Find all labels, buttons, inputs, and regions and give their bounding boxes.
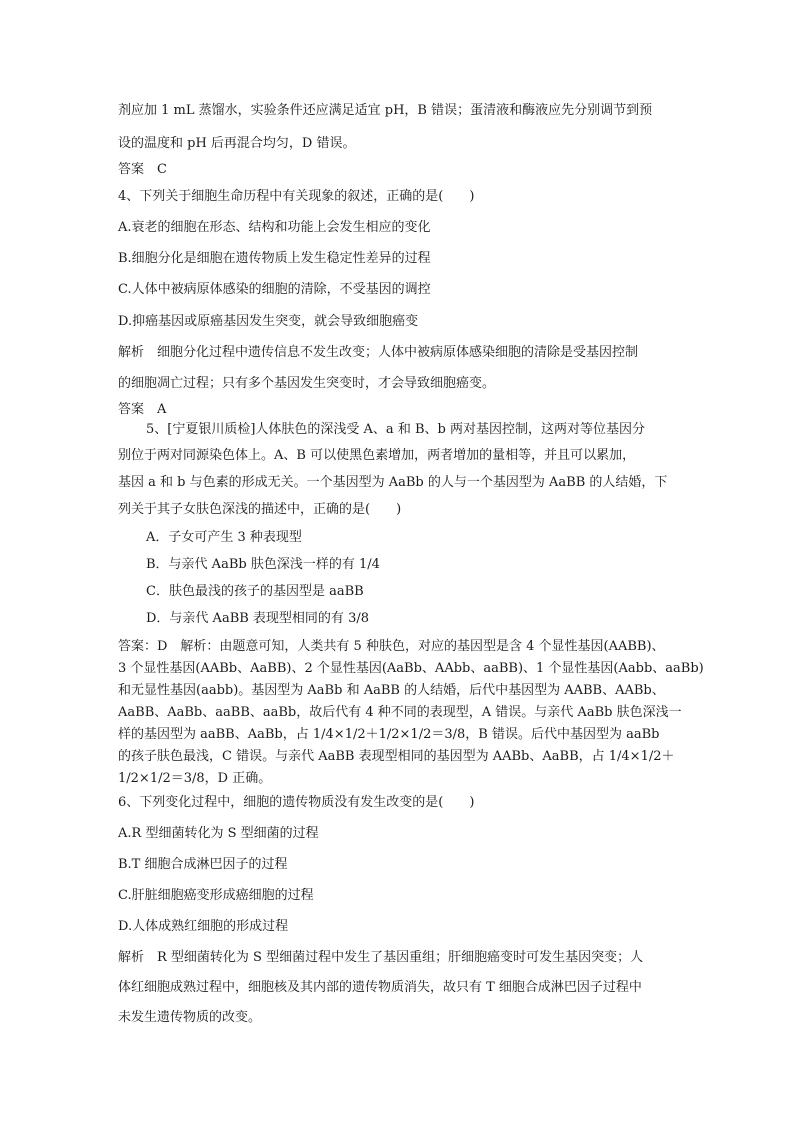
text-line: 未发生遗传物质的改变。: [118, 1010, 262, 1025]
text-line: 答案 A: [118, 402, 167, 417]
text-line: D．与亲代 AaBB 表现型相同的有 3/8: [146, 611, 369, 626]
text-line: 3 个显性基因(AABb、AaBB)、2 个显性基因(AaBb、AAbb、aaBB)、1 个显性基因(Aabb、aaBb): [118, 661, 704, 676]
text-line: A.衰老的细胞在形态、结构和功能上会发生相应的变化: [118, 220, 431, 235]
text-line: 别位于两对同源染色体上。A、B 可以使黑色素增加，两者增加的量相等，并且可以累加，: [118, 448, 636, 463]
text-line: 的孩子肤色最浅，C 错误。与亲代 AaBB 表现型相同的基因型为 AABb、AaBB，占 1/4×1/2＋: [118, 749, 675, 764]
text-line: 5、[宁夏银川质检]人体肤色的深浅受 A、a 和 B、b 两对基因控制，这两对等位基因分: [146, 422, 645, 437]
text-line: 列关于其子女肤色深浅的描述中，正确的是( ): [118, 502, 402, 517]
text-line: 4、下列关于细胞生命历程中有关现象的叙述，正确的是( ): [118, 189, 475, 204]
text-line: 样的基因型为 aaBB、AaBb，占 1/4×1/2＋1/2×1/2＝3/8，B 错误。后代中基因型为 aaBb: [118, 727, 660, 742]
text-line: 解析 细胞分化过程中遗传信息不发生改变；人体中被病原体感染细胞的清除是受基因控制: [118, 345, 639, 360]
text-line: B.T 细胞合成淋巴因子的过程: [118, 857, 288, 872]
text-line: C.肝脏细胞癌变形成癌细胞的过程: [118, 888, 314, 903]
text-line: 和无显性基因(aabb)。基因型为 AaBb 和 AaBB 的人结婚，后代中基因型为 AABB、AABb、: [118, 683, 665, 698]
text-line: 体红细胞成熟过程中，细胞核及其内部的遗传物质消失，故只有 T 细胞合成淋巴因子过程中: [118, 980, 642, 995]
text-line: 1/2×1/2＝3/8，D 正确。: [118, 771, 272, 786]
text-line: A.R 型细菌转化为 S 型细菌的过程: [118, 826, 319, 841]
text-line: 基因 a 和 b 与色素的形成无关。一个基因型为 AaBb 的人与一个基因型为 AaBB 的人结婚，下: [118, 475, 668, 490]
text-line: B．与亲代 AaBb 肤色深浅一样的有 1/4: [146, 557, 380, 572]
text-line: D.抑癌基因或原癌基因发生突变，就会导致细胞癌变: [118, 314, 419, 329]
text-line: B.细胞分化是细胞在遗传物质上发生稳定性差异的过程: [118, 251, 431, 266]
text-line: 设的温度和 pH 后再混合均匀，D 错误。: [118, 136, 356, 151]
text-line: AaBB、AaBb、aaBB、aaBb，故后代有 4 种不同的表现型，A 错误。与亲代 AaBb 肤色深浅一: [118, 705, 682, 720]
text-line: C．肤色最浅的孩子的基因型是 aaBB: [146, 584, 364, 599]
text-line: A．子女可产生 3 种表现型: [146, 530, 302, 545]
text-line: 解析 R 型细菌转化为 S 型细菌过程中发生了基因重组；肝细胞癌变时可发生基因突变；人: [118, 950, 644, 965]
text-line: 的细胞凋亡过程；只有多个基因发生突变时，才会导致细胞癌变。: [118, 376, 496, 391]
text-line: 答案：D 解析：由题意可知，人类共有 5 种肤色，对应的基因型是含 4 个显性基因(AABB)、: [118, 639, 665, 654]
text-line: 答案 C: [118, 162, 167, 177]
text-line: C.人体中被病原体感染的细胞的清除，不受基因的调控: [118, 282, 431, 297]
text-line: D.人体成熟红细胞的形成过程: [118, 919, 289, 934]
text-line: 6、下列变化过程中，细胞的遗传物质没有发生改变的是( ): [118, 795, 475, 810]
text-line: 剂应加 1 mL 蒸馏水，实验条件还应满足适宜 pH，B 错误；蛋清液和酶液应先分别调节到预: [118, 103, 653, 118]
